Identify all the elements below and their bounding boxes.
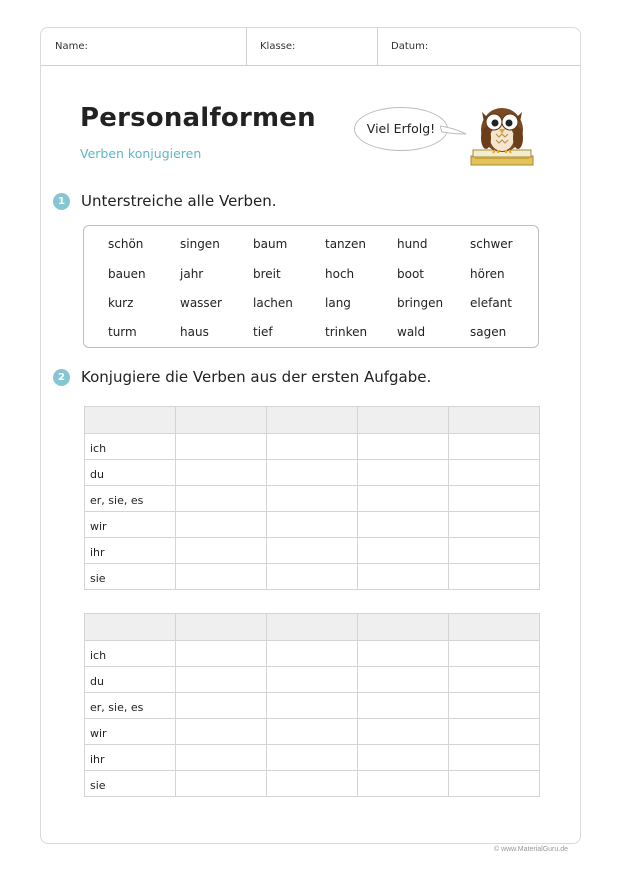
word[interactable]: tief [253,325,273,339]
answer-cell[interactable] [358,745,449,771]
name-label: Name: [55,41,88,52]
answer-cell[interactable] [267,564,358,590]
answer-cell[interactable] [176,460,267,486]
word-box [83,225,539,348]
pronoun-cell: du [85,667,176,693]
table-row [85,771,540,797]
table-row [85,538,540,564]
answer-cell[interactable] [267,486,358,512]
answer-cell[interactable] [449,486,540,512]
answer-cell[interactable] [449,434,540,460]
answer-cell[interactable] [449,745,540,771]
word[interactable]: elefant [470,296,512,310]
class-field[interactable] [246,28,377,65]
copyright-footer: © www.MaterialGuru.de [493,846,568,853]
pronoun-cell: ihr [85,538,176,564]
answer-cell[interactable] [176,538,267,564]
pronoun-cell: wir [85,719,176,745]
header-cell[interactable] [267,614,358,641]
answer-cell[interactable] [176,719,267,745]
answer-cell[interactable] [267,460,358,486]
answer-cell[interactable] [358,693,449,719]
answer-cell[interactable] [267,745,358,771]
table-row [85,745,540,771]
word[interactable]: tanzen [325,237,366,251]
answer-cell[interactable] [176,486,267,512]
answer-cell[interactable] [176,512,267,538]
pronoun-cell: er, sie, es [85,693,176,719]
owl-on-books-icon [462,100,542,170]
answer-cell[interactable] [176,667,267,693]
answer-cell[interactable] [358,667,449,693]
word[interactable]: schön [108,237,144,251]
word[interactable]: hoch [325,267,355,281]
task-2-number: 2 [53,369,70,386]
answer-cell[interactable] [449,564,540,590]
answer-cell[interactable] [449,771,540,797]
answer-cell[interactable] [358,434,449,460]
date-field[interactable] [377,28,582,65]
header-cell[interactable] [449,614,540,641]
word[interactable]: hören [470,267,505,281]
answer-cell[interactable] [449,512,540,538]
header-cell[interactable] [449,407,540,434]
answer-cell[interactable] [358,564,449,590]
header-cell[interactable] [358,614,449,641]
page-subtitle: Verben konjugieren [80,146,202,161]
answer-cell[interactable] [449,641,540,667]
word[interactable]: kurz [108,296,134,310]
pronoun-cell: sie [85,564,176,590]
name-field[interactable] [41,28,246,65]
answer-cell[interactable] [358,512,449,538]
word[interactable]: jahr [180,267,204,281]
answer-cell[interactable] [176,564,267,590]
word[interactable]: haus [180,325,209,339]
pronoun-cell: du [85,460,176,486]
table-row [85,486,540,512]
answer-cell[interactable] [267,667,358,693]
answer-cell[interactable] [176,693,267,719]
answer-cell[interactable] [267,719,358,745]
answer-cell[interactable] [358,641,449,667]
word[interactable]: schwer [470,237,513,251]
table-row [85,434,540,460]
answer-cell[interactable] [267,693,358,719]
table-row [85,460,540,486]
table-header-row [85,407,540,434]
answer-cell[interactable] [449,538,540,564]
answer-cell[interactable] [267,434,358,460]
table-row [85,512,540,538]
answer-cell[interactable] [176,434,267,460]
answer-cell[interactable] [176,771,267,797]
header-cell[interactable] [267,407,358,434]
pronoun-cell: ihr [85,745,176,771]
word[interactable]: wald [397,325,426,339]
answer-cell[interactable] [449,719,540,745]
answer-cell[interactable] [449,667,540,693]
answer-cell[interactable] [267,538,358,564]
answer-cell[interactable] [176,641,267,667]
pronoun-cell: wir [85,512,176,538]
pronoun-cell: ich [85,434,176,460]
word[interactable]: breit [253,267,281,281]
answer-cell[interactable] [267,771,358,797]
answer-cell[interactable] [449,693,540,719]
header-cell[interactable] [85,614,176,641]
pronoun-cell: er, sie, es [85,486,176,512]
word[interactable]: wasser [180,296,222,310]
word[interactable]: singen [180,237,220,251]
header-row [41,28,580,66]
task-2-instruction: Konjugiere die Verben aus der ersten Aufgabe. [81,368,432,386]
task-1-number: 1 [53,193,70,210]
answer-cell[interactable] [358,538,449,564]
word[interactable]: bauen [108,267,146,281]
word[interactable]: trinken [325,325,368,339]
word[interactable]: bringen [397,296,444,310]
conjugation-table-1 [84,406,540,590]
word[interactable]: lang [325,296,351,310]
word[interactable]: hund [397,237,428,251]
word[interactable]: lachen [253,296,293,310]
answer-cell[interactable] [358,460,449,486]
table-row [85,641,540,667]
header-cell[interactable] [85,407,176,434]
header-cell[interactable] [176,614,267,641]
word[interactable]: boot [397,267,425,281]
speech-bubble-text: Viel Erfolg! [366,121,436,136]
answer-cell[interactable] [449,460,540,486]
pronoun-cell: ich [85,641,176,667]
class-label: Klasse: [260,41,296,52]
answer-cell[interactable] [267,512,358,538]
answer-cell[interactable] [267,641,358,667]
word[interactable]: baum [253,237,288,251]
header-cell[interactable] [358,407,449,434]
answer-cell[interactable] [358,771,449,797]
date-label: Datum: [391,41,429,52]
table-row [85,693,540,719]
page-title: Personalformen [80,103,316,133]
table-row [85,564,540,590]
task-1-instruction: Unterstreiche alle Verben. [81,192,277,210]
answer-cell[interactable] [176,745,267,771]
word[interactable]: turm [108,325,137,339]
speech-bubble [354,107,448,151]
conjugation-table-2 [84,613,540,797]
table-row [85,667,540,693]
answer-cell[interactable] [358,486,449,512]
header-cell[interactable] [176,407,267,434]
table-row [85,719,540,745]
pronoun-cell: sie [85,771,176,797]
word[interactable]: sagen [470,325,507,339]
answer-cell[interactable] [358,719,449,745]
table-header-row [85,614,540,641]
